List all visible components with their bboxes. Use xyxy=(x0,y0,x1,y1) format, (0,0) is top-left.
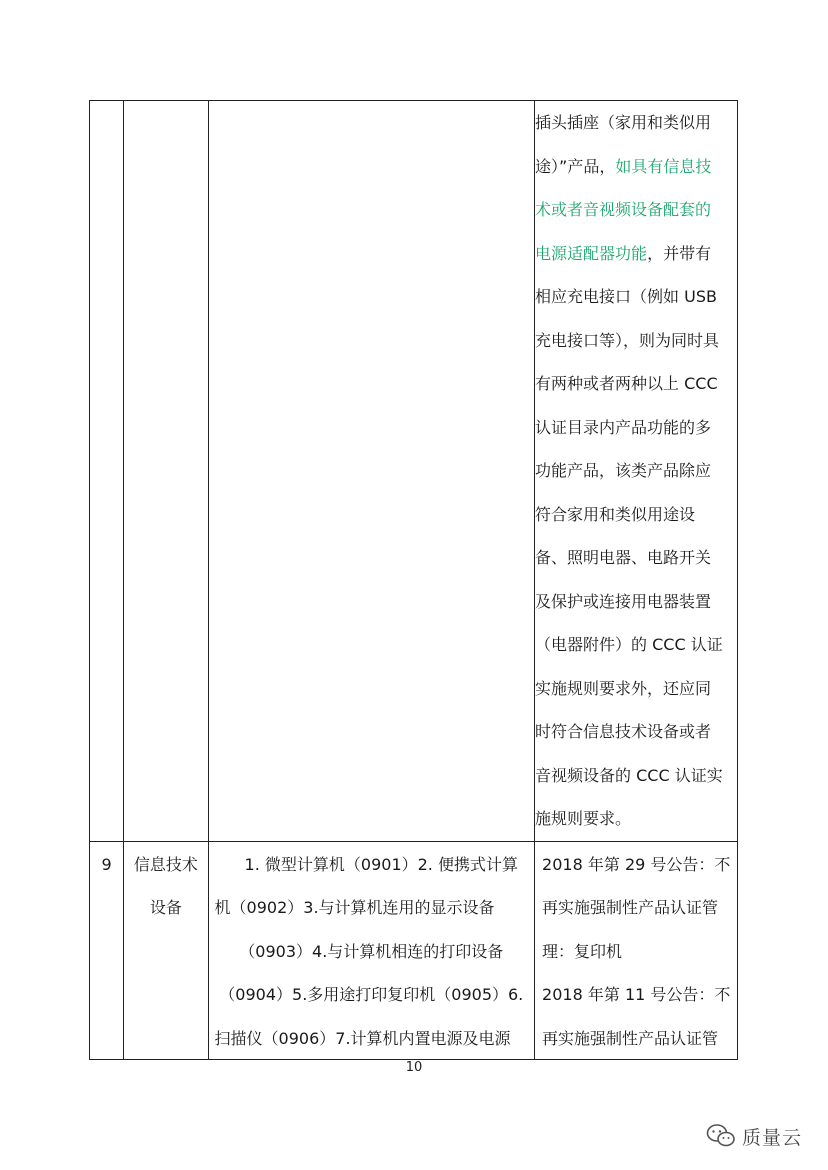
note-text-segment: 备、照明电器、电路开关 xyxy=(535,548,712,567)
note-text-segment: 实施规则要求外，还应同 xyxy=(535,678,712,698)
row-number: 9 xyxy=(101,854,112,874)
note-text-segment: 有两种或者两种以上 CCC xyxy=(535,374,718,393)
product-line: 1. 微型计算机（0901）2. 便携式计算 xyxy=(244,854,518,874)
announcement-line: 再实施强制性产品认证管 xyxy=(542,1028,719,1048)
note-line xyxy=(535,362,737,406)
watermark xyxy=(706,1121,802,1151)
table-row-continued xyxy=(90,101,738,842)
product-line: 机（0902）3.与计算机连用的显示设备 xyxy=(214,898,495,917)
products-cell xyxy=(208,841,535,1059)
note-line xyxy=(535,275,737,319)
note-text-segment: 途）”产品， xyxy=(535,156,616,176)
note-line xyxy=(535,580,737,624)
note-text-segment: 音视频设备的 CCC 认证实 xyxy=(535,765,723,785)
number-cell xyxy=(90,101,124,842)
product-line: （0904）5.多用途打印复印机（0905）6. xyxy=(219,985,524,1004)
highlighted-text: 如具有信息技 xyxy=(615,156,712,176)
note-line xyxy=(535,493,737,537)
note-line xyxy=(535,406,737,450)
note-text-segment: 相应充电接口（例如 USB xyxy=(535,287,717,306)
note-text-segment: 功能产品，该类产品除应 xyxy=(535,461,712,480)
number-cell xyxy=(90,841,124,1059)
note-cell xyxy=(535,101,738,842)
highlighted-text: 术或者音视频设备配套的 xyxy=(535,200,712,219)
note-text-segment: 时符合信息技术设备或者 xyxy=(535,722,712,741)
note-line xyxy=(535,754,737,798)
note-line xyxy=(535,145,737,189)
note-text-segment: 符合家用和类似用途设 xyxy=(535,504,696,524)
note-line xyxy=(535,667,737,711)
note-line xyxy=(535,188,737,232)
announcement-cell xyxy=(535,841,738,1059)
category-cell xyxy=(124,841,208,1059)
product-line: （0903）4.与计算机相连的打印设备 xyxy=(239,941,504,961)
note-text-segment: 充电接口等），则为同时具 xyxy=(535,330,720,350)
highlighted-text: 电源适配器功能 xyxy=(535,243,648,263)
table-row-9 xyxy=(90,841,738,1059)
category-line: 信息技术 xyxy=(133,854,198,874)
note-text-segment: 施规则要求。 xyxy=(535,809,632,828)
announcement-line: 2018 年第 29 号公告：不 xyxy=(542,854,731,874)
wechat-icon xyxy=(706,1123,736,1149)
watermark-text: 质量云 xyxy=(741,1126,802,1149)
note-text-segment: 插头插座（家用和类似用 xyxy=(535,113,712,132)
note-text-segment: 及保护或连接用电器装置 xyxy=(535,591,712,611)
note-line xyxy=(535,797,737,841)
page-number: 10 xyxy=(405,1060,423,1075)
note-text-segment: （电器附件）的 CCC 认证 xyxy=(535,635,723,654)
product-line: 扫描仪（0906）7.计算机内置电源及电源 xyxy=(214,1028,511,1048)
category-line: 设备 xyxy=(149,898,182,917)
announcement-line: 2018 年第 11 号公告：不 xyxy=(542,985,731,1004)
note-line xyxy=(535,536,737,580)
note-line xyxy=(535,710,737,754)
note-line xyxy=(535,232,737,276)
note-line xyxy=(535,319,737,363)
note-text xyxy=(535,101,737,841)
announcement-line: 理：复印机 xyxy=(542,941,623,961)
products-cell xyxy=(208,101,535,842)
note-line xyxy=(535,101,737,145)
category-cell xyxy=(124,101,208,842)
certification-table xyxy=(89,100,738,1060)
note-text-segment: ，并带有 xyxy=(647,243,712,263)
announcement-line: 再实施强制性产品认证管 xyxy=(542,898,719,917)
note-line xyxy=(535,449,737,493)
note-text-segment: 认证目录内产品功能的多 xyxy=(535,417,712,437)
note-line xyxy=(535,623,737,667)
